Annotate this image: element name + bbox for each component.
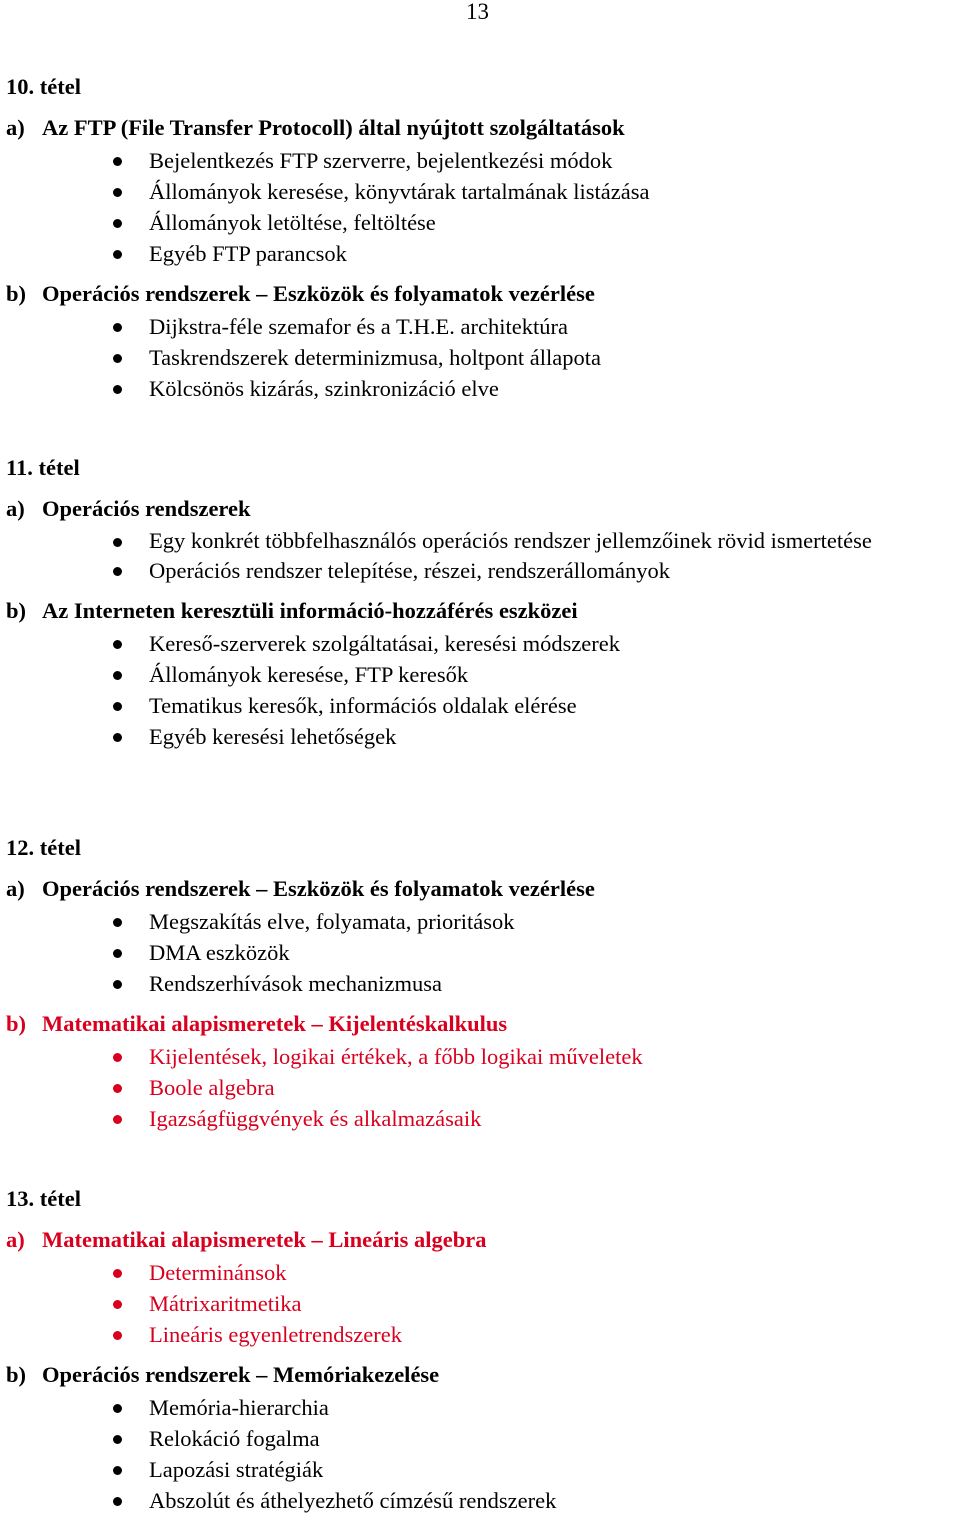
bullet-list xyxy=(6,1392,956,1516)
section-11 xyxy=(6,454,956,763)
subsection-letter: a) xyxy=(6,1227,25,1252)
bullet-icon xyxy=(113,1497,122,1506)
list-item: Állományok letöltése, feltöltése xyxy=(6,207,956,238)
bullet-icon xyxy=(113,1404,122,1413)
subsection-title xyxy=(6,1010,956,1038)
subsection-letter: a) xyxy=(6,496,25,521)
list-item: Egy konkrét többfelhasználós operációs rendszer jellemzőinek rövid ismertetése xyxy=(6,526,956,555)
list-item: Rendszerhívások mechanizmusa xyxy=(6,968,956,999)
bullet-icon xyxy=(113,567,122,576)
bullet-icon xyxy=(113,1084,122,1093)
subsection-title-text: Operációs rendszerek – Eszközök és folyamatok vezérlése xyxy=(42,876,595,901)
subsection-title-text: Operációs rendszerek – Memóriakezelése xyxy=(42,1362,440,1387)
bullet-icon xyxy=(113,1435,122,1444)
list-item: Tematikus keresők, információs oldalak elérése xyxy=(6,690,956,721)
subsection-title-text: Az Interneten keresztüli információ-hozzáférés eszközei xyxy=(42,598,578,623)
section-10 xyxy=(6,73,956,415)
list-item: Állományok keresése, FTP keresők xyxy=(6,659,956,690)
subsection-title-text: Matematikai alapismeretek – Lineáris algebra xyxy=(42,1227,487,1252)
subsection-letter: b) xyxy=(6,1362,27,1387)
bullet-list xyxy=(6,311,956,404)
list-item: Relokáció fogalma xyxy=(6,1423,956,1454)
bullet-icon xyxy=(113,1115,122,1124)
bullet-icon xyxy=(113,157,122,166)
subsection-letter: b) xyxy=(6,281,27,306)
list-item: Egyéb FTP parancsok xyxy=(6,238,956,269)
subsection-title xyxy=(6,597,956,625)
list-item: Lapozási stratégiák xyxy=(6,1454,956,1485)
section-heading: 10. tétel xyxy=(6,74,81,99)
list-item: Megszakítás elve, folyamata, prioritások xyxy=(6,906,956,937)
subsection-title xyxy=(6,114,956,142)
list-item: Lineáris egyenletrendszerek xyxy=(6,1319,956,1350)
list-item: Taskrendszerek determinizmusa, holtpont állapota xyxy=(6,342,956,373)
section-13 xyxy=(6,1185,956,1527)
bullet-icon xyxy=(113,1053,122,1062)
list-item: Boole algebra xyxy=(6,1072,956,1103)
subsection-a xyxy=(6,495,956,586)
bullet-icon xyxy=(113,323,122,332)
list-item: Operációs rendszer telepítése, részei, rendszerállományok xyxy=(6,555,956,586)
subsection-title xyxy=(6,495,956,523)
bullet-icon xyxy=(113,918,122,927)
bullet-icon xyxy=(113,733,122,742)
list-item: Memória-hierarchia xyxy=(6,1392,956,1423)
bullet-icon xyxy=(113,671,122,680)
bullet-icon xyxy=(113,250,122,259)
bullet-icon xyxy=(113,980,122,989)
subsection-title xyxy=(6,1361,956,1389)
bullet-icon xyxy=(113,949,122,958)
list-item: Állományok keresése, könyvtárak tartalmának listázása xyxy=(6,176,956,207)
section-heading: 11. tétel xyxy=(6,455,80,480)
list-item: Kölcsönös kizárás, szinkronizáció elve xyxy=(6,373,956,404)
subsection-letter: a) xyxy=(6,876,25,901)
list-item: Dijkstra-féle szemafor és a T.H.E. architektúra xyxy=(6,311,956,342)
list-item: Egyéb keresési lehetőségek xyxy=(6,721,956,752)
subsection-title xyxy=(6,1226,956,1254)
section-12 xyxy=(6,834,956,1145)
bullet-icon xyxy=(113,1300,122,1309)
bullet-icon xyxy=(113,219,122,228)
subsection-a xyxy=(6,875,956,999)
subsection-b xyxy=(6,1010,956,1134)
subsection-letter: a) xyxy=(6,115,25,140)
subsection-title xyxy=(6,280,956,308)
page-number: 13 xyxy=(466,0,489,24)
subsection-title xyxy=(6,875,956,903)
subsection-title-text: Az FTP (File Transfer Protocoll) által nyújtott szolgáltatások xyxy=(42,115,625,140)
bullet-icon xyxy=(113,1269,122,1278)
bullet-icon xyxy=(113,385,122,394)
bullet-list xyxy=(6,628,956,752)
bullet-list xyxy=(6,526,956,586)
bullet-list xyxy=(6,145,956,269)
bullet-icon xyxy=(113,354,122,363)
section-heading: 12. tétel xyxy=(6,835,81,860)
subsection-b xyxy=(6,1361,956,1516)
bullet-icon xyxy=(113,188,122,197)
subsection-title-text: Operációs rendszerek – Eszközök és folyamatok vezérlése xyxy=(42,281,595,306)
list-item: Bejelentkezés FTP szerverre, bejelentkezési módok xyxy=(6,145,956,176)
subsection-letter: b) xyxy=(6,598,27,623)
list-item: Determinánsok xyxy=(6,1257,956,1288)
bullet-icon xyxy=(113,640,122,649)
bullet-list xyxy=(6,906,956,999)
subsection-b xyxy=(6,597,956,752)
subsection-title-text: Operációs rendszerek xyxy=(42,496,251,521)
bullet-list xyxy=(6,1257,956,1350)
subsection-b xyxy=(6,280,956,404)
bullet-icon xyxy=(113,538,122,547)
bullet-icon xyxy=(113,1466,122,1475)
subsection-a xyxy=(6,114,956,269)
bullet-icon xyxy=(113,702,122,711)
bullet-icon xyxy=(113,1331,122,1340)
list-item: Kijelentések, logikai értékek, a főbb logikai műveletek xyxy=(6,1041,956,1072)
list-item: DMA eszközök xyxy=(6,937,956,968)
subsection-letter: b) xyxy=(6,1011,27,1036)
subsection-a xyxy=(6,1226,956,1350)
list-item: Abszolút és áthelyezhető címzésű rendszerek xyxy=(6,1485,956,1516)
bullet-list xyxy=(6,1041,956,1134)
list-item: Kereső-szerverek szolgáltatásai, keresési módszerek xyxy=(6,628,956,659)
list-item: Mátrixaritmetika xyxy=(6,1288,956,1319)
subsection-title-text: Matematikai alapismeretek – Kijelentéskalkulus xyxy=(42,1011,508,1036)
section-heading: 13. tétel xyxy=(6,1186,81,1211)
list-item: Igazságfüggvények és alkalmazásaik xyxy=(6,1103,956,1134)
